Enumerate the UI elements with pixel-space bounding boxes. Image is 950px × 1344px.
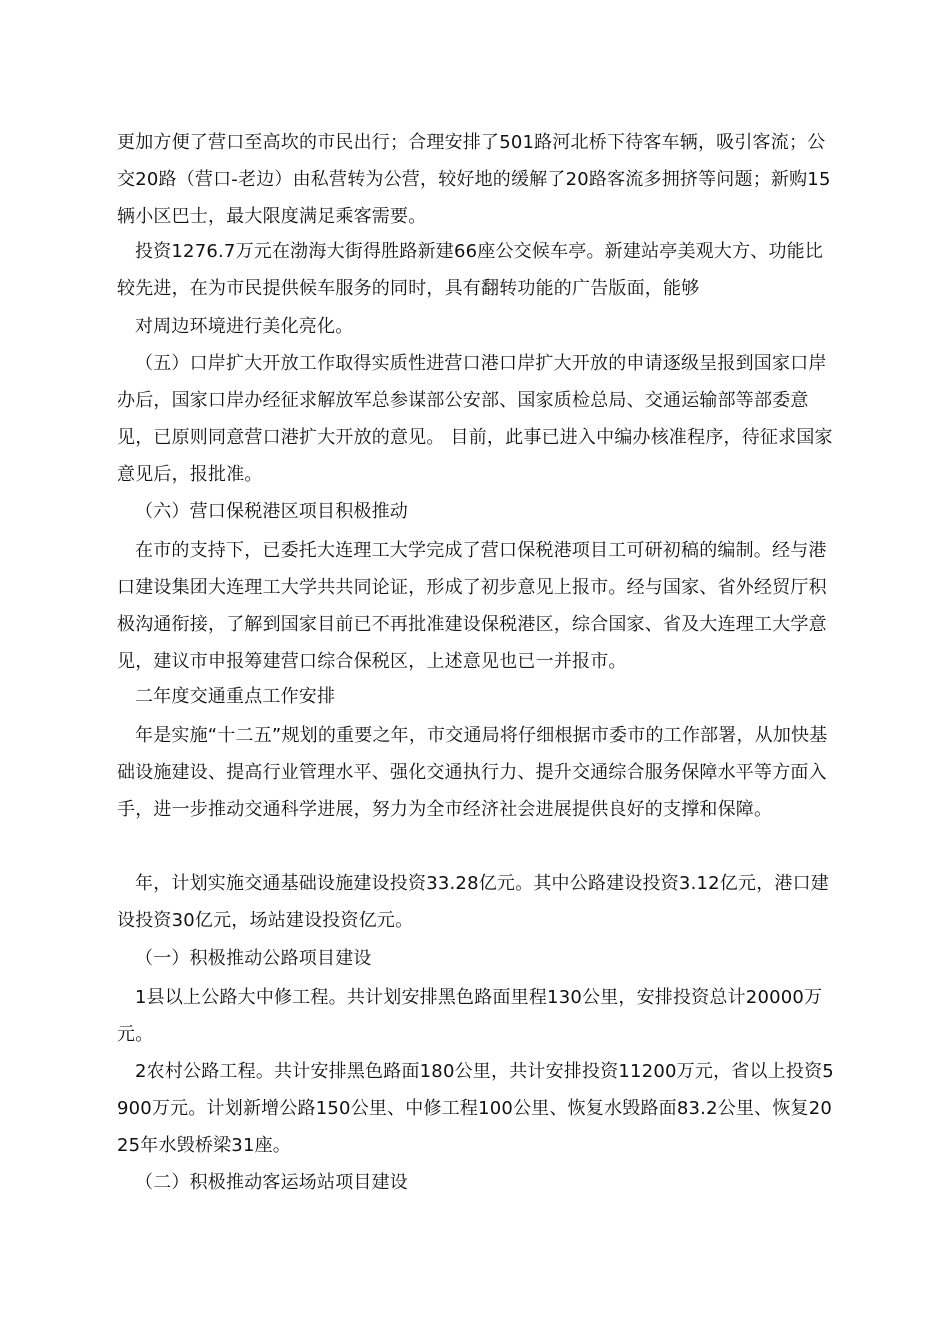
paragraph-port-opening: （五）口岸扩大开放工作取得实质性进营口港口岸扩大开放的申请逐级呈报到国家口岸办后，国家口岸办经征求解放军总参谋部公安部、国家质检总局、交通运输部等部委意见，已原则同意营口港扩大开放的意见。 目前，此事已进入中编办核准程序，待征求国家意见后，报批准。 — [117, 353, 833, 485]
paragraph-five-year-plan: 年是实施“十二五”规划的重要之年，市交通局将仔细根据市委市的工作部署，从加快基础设施建设、提高行业管理水平、强化交通执行力、提升交通综合服务保障水平等方面入手，进一步推动交通科学进展，努力为全市经济社会进展提供良好的支撑和保障。 — [117, 725, 828, 820]
paragraph-bonded-port: 在市的支持下，已委托大连理工大学完成了营口保税港项目工可研初稿的编制。经与港口建设集团大连理工大学共共同论证，形成了初步意见上报市。经与国家、省外经贸厅积极沟通衔接，了解到国家目前已不再批准建设保税港区，综合国家、省及大连理工大学意见，建议市申报筹建营口综合保税区，上述意见也已一并报市。 — [117, 540, 827, 672]
paragraph-bus-routes: 更加方便了营口至高坎的市民出行；合理安排了501路河北桥下待客车辆，吸引客流；公交20路（营口-老边）由私营转为公营，较好地的缓解了20路客流多拥挤等问题；新购15辆小区巴士，最大限度满足乘客需要。 — [117, 132, 831, 227]
paragraph-investment: 年，计划实施交通基础设施建设投资33.28亿元。其中公路建设投资3.12亿元，港口建设投资30亿元，场站建设投资亿元。 — [117, 873, 830, 931]
paragraph-bus-shelters: 投资1276.7万元在渤海大街得胜路新建66座公交候车亭。新建站亭美观大方、功能比较先进，在为市民提供候车服务的同时，具有翻转功能的广告版面，能够 — [117, 241, 824, 299]
heading-passenger-stations: （二）积极推动客运场站项目建设 — [135, 1172, 408, 1193]
paragraph-rural-roads: 2农村公路工程。共计安排黑色路面180公里，共计安排投资11200万元，省以上投资5900万元。计划新增公路150公里、中修工程100公里、恢复水毁路面83.2公里、恢复2025年水毁桥梁31座。 — [117, 1061, 834, 1156]
paragraph-beautify: 对周边环境进行美化亮化。 — [135, 316, 354, 337]
heading-bonded-port: （六）营口保税港区项目积极推动 — [135, 501, 408, 522]
heading-highway-projects: （一）积极推动公路项目建设 — [135, 948, 372, 969]
heading-key-work: 二年度交通重点工作安排 — [135, 686, 336, 707]
paragraph-county-roads: 1县以上公路大中修工程。共计划安排黑色路面里程130公里，安排投资总计20000万元。 — [117, 987, 823, 1045]
